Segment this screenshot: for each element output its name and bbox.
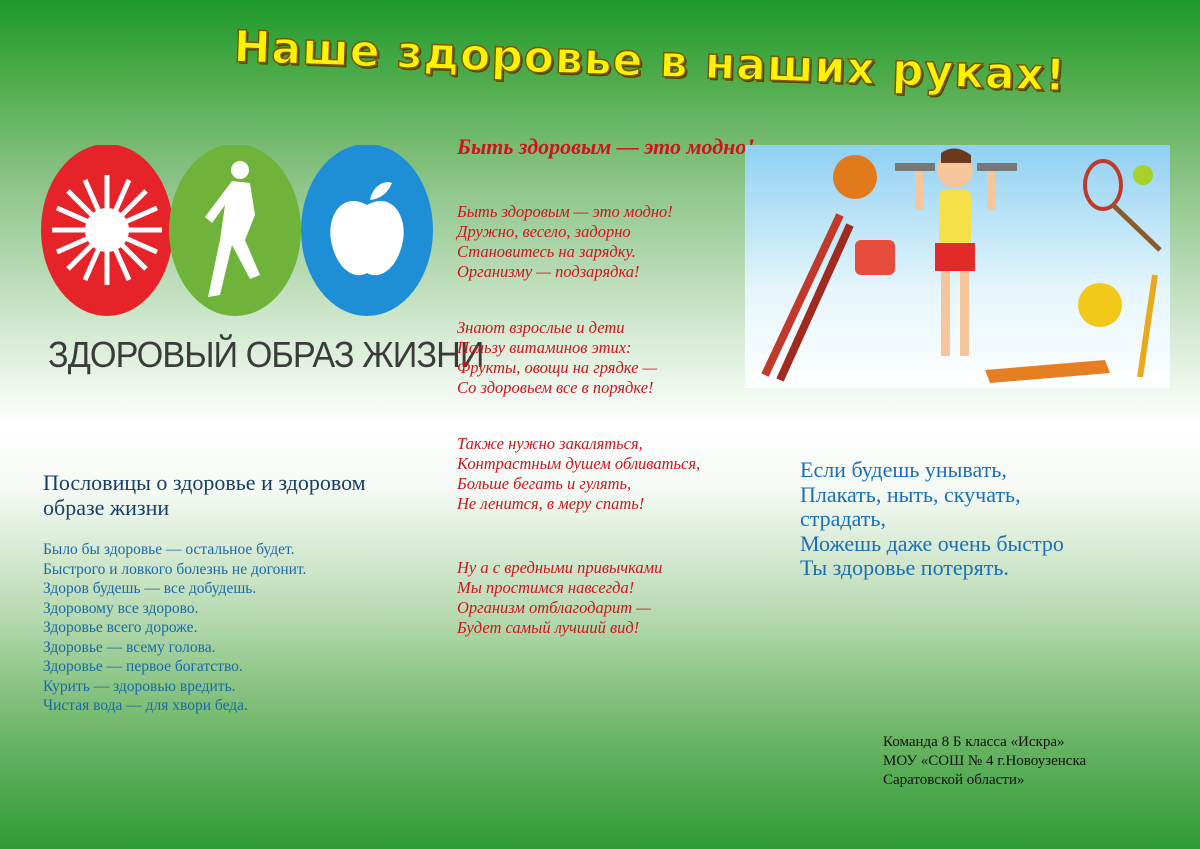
credits	[883, 733, 1086, 790]
volleyball-icon	[1078, 283, 1122, 327]
roller-skate-icon	[855, 240, 895, 275]
proverbs-section	[43, 470, 423, 716]
basketball-icon	[833, 155, 877, 199]
healthy-lifestyle-logo	[40, 145, 440, 320]
dumbbell-icon	[895, 163, 935, 171]
verse-line: Если будешь унывать,	[800, 457, 1007, 482]
sun-rays	[52, 175, 162, 285]
proverb: Здоров будешь — все добудешь.	[43, 580, 257, 597]
verse-section	[800, 458, 1064, 581]
proverb: Быстрого и ловкого болезнь не догонит.	[43, 560, 307, 578]
poem-line: Мы простимся навсегда!	[457, 578, 635, 597]
hockey-stick-icon	[1140, 275, 1155, 377]
poem-stanza	[457, 434, 755, 514]
credits-line: Саратовской области»	[883, 772, 1025, 788]
tennis-racket-icon	[1085, 161, 1121, 209]
poem-line: Контрастным душем обливаться,	[457, 454, 701, 473]
poem-column	[457, 134, 755, 674]
tennis-ball-icon	[1133, 165, 1153, 185]
poem-line: Будет самый лучший вид!	[457, 618, 640, 637]
poem-line: Знают взрослые и дети	[457, 318, 625, 337]
poem-stanza	[457, 558, 755, 638]
verse-line: страдать,	[800, 506, 886, 531]
poster-title: Наше здоровье в наших руках!	[232, 21, 1068, 102]
poem-line: Больше бегать и гулять,	[457, 474, 632, 493]
verse-line: Ты здоровье потерять.	[800, 555, 1009, 580]
verse-line: Плакать, ныть, скучать,	[800, 481, 1021, 507]
proverb: Здоровье — всему голова.	[43, 638, 216, 656]
poem-line: Со здоровьем все в порядке!	[457, 378, 654, 397]
proverb: Здоровье всего дороже.	[43, 619, 198, 636]
proverb: Было бы здоровье — остальное будет.	[43, 541, 295, 558]
poem-line: Дружно, весело, задорно	[457, 222, 631, 241]
proverb: Чистая вода — для хвори беда.	[43, 697, 248, 714]
poem-line: Быть здоровым — это модно!	[457, 202, 673, 221]
poem-stanza	[457, 318, 755, 398]
skateboard-icon	[985, 360, 1110, 383]
poem-line: Пользу витаминов этих:	[457, 338, 632, 357]
credits-line: Команда 8 Б класса «Искра»	[883, 734, 1065, 750]
proverb: Здоровому все здорово.	[43, 599, 199, 617]
verse-line: Можешь даже очень быстро	[800, 530, 1064, 556]
skis-icon	[765, 215, 840, 375]
logo-caption: ЗДОРОВЫЙ ОБРАЗ ЖИЗНИ	[48, 334, 484, 375]
poem-line: Организм отблагодарит —	[457, 598, 651, 617]
poem-line: Организму — подзарядка!	[457, 262, 640, 281]
poem-line: Не ленится, в меру спать!	[457, 494, 645, 513]
poem-line: Становитесь на зарядку.	[457, 242, 636, 261]
poem-stanza	[457, 202, 755, 282]
poem-line: Ну а с вредными привычками	[457, 558, 663, 577]
proverb: Здоровье — первое богатство.	[43, 658, 243, 675]
sports-illustration	[745, 145, 1170, 388]
proverbs-heading: Пословицы о здоровье и здоровом образе жизни	[43, 470, 366, 520]
poem-heading: Быть здоровым — это модно!	[457, 134, 755, 159]
credits-line: МОУ «СОШ № 4 г.Новоузенска	[883, 753, 1087, 769]
proverb: Курить — здоровью вредить.	[43, 677, 236, 695]
poem-line: Также нужно закаляться,	[457, 434, 643, 453]
poem-line: Фрукты, овощи на грядке —	[457, 358, 658, 377]
